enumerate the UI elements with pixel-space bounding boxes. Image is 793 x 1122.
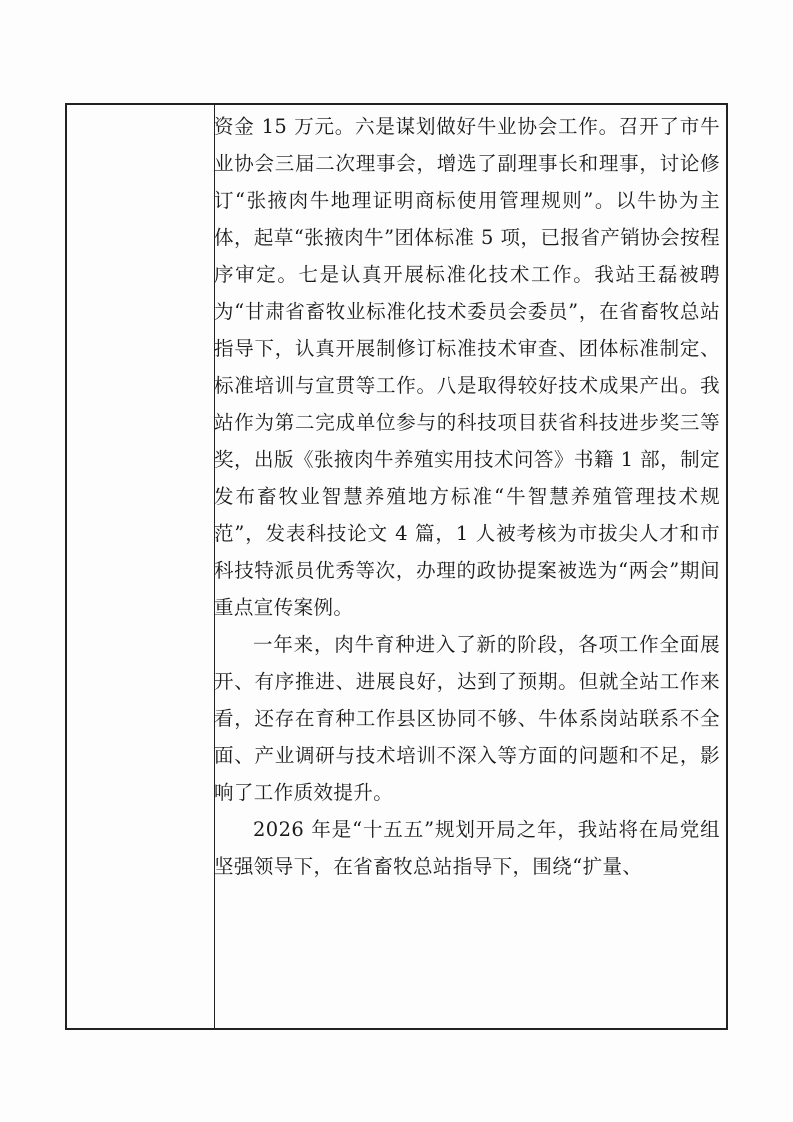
table-label-cell bbox=[67, 105, 214, 1028]
paragraph-summary: 一年来，肉牛育种进入了新的阶段，各项工作全面展开、有序推进、进展良好，达到了预期。但就全站工作来看，还存在育种工作县区协同不够、牛体系岗站联系不全面、产业调研与技术培训不深入等方面的问题和不足，影响了工作质效提升。 bbox=[214, 633, 720, 804]
table-content-cell bbox=[214, 108, 720, 885]
paragraph-achievements: 资金 15 万元。六是谋划做好牛业协会工作。召开了市牛业协会三届二次理事会，增选了副理事长和理事，讨论修订“张掖肉牛地理证明商标使用管理规则”。以牛协为主体，起草“张掖肉牛”团体标准 5 项，已报省产销协会按程序审定。七是认真开展标准化技术工作。我站王磊被聘为“甘肃省畜牧业标准化技术委员会委员”，在省畜牧总站指导下，认真开展制修订标准技术审查、团体标准制定、标准培训与宣贯等工作。八是取得较好技术成果产出。我站作为第二完成单位参与的科技项目获省科技进步奖三等奖，出版《张掖肉牛养殖实用技术问答》书籍 1 部，制定发布畜牧业智慧养殖地方标准“牛智慧养殖管理技术规范”，发表科技论文 4 篇，1 人被考核为市拔尖人才和市科技特派员优秀等次，办理的政协提案被选为“两会”期间重点宣传案例。 bbox=[214, 115, 720, 619]
paragraph-plan-2026: 2026 年是“十五五”规划开局之年，我站将在局党组坚强领导下，在省畜牧总站指导下，围绕“扩量、 bbox=[214, 818, 720, 878]
